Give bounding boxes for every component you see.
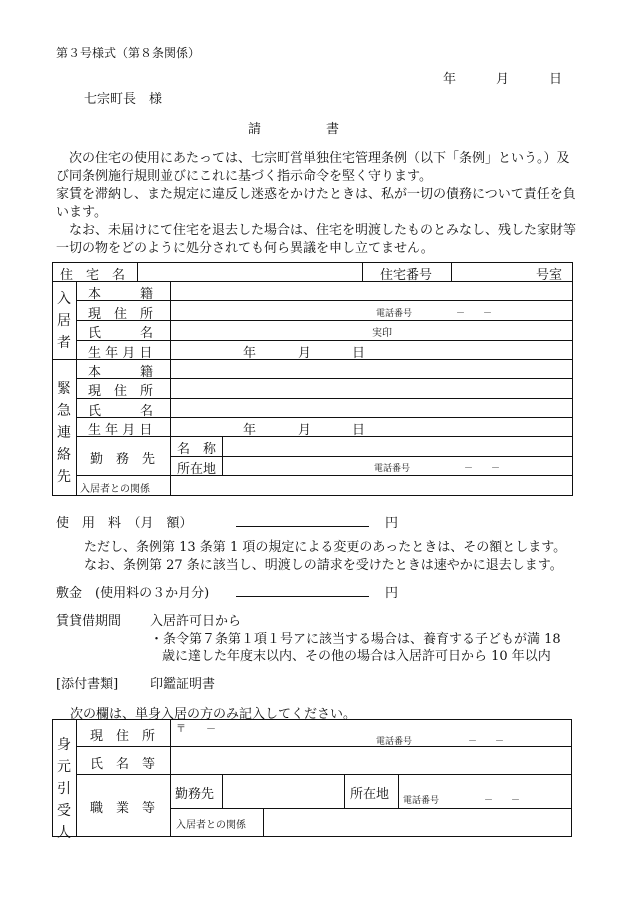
deposit-amount-line bbox=[236, 596, 369, 597]
rent-note-1: ただし、条例第 13 条第 1 項の規定による変更のあったときは、その額とします。 bbox=[84, 540, 567, 555]
resident-seal-label: 実印 bbox=[372, 328, 392, 339]
intro-paragraph-3: なお、未届けにて住宅を退去した場合は、住宅を明渡したものとみなし、残した家財等一切の物をどのように処分されても何ら異議を申し立てません。 bbox=[56, 223, 577, 256]
rent-note-2: なお、条例第 27 条に該当し、明渡しの請求を受けたときは速やかに退去します。 bbox=[84, 558, 563, 573]
intro-text bbox=[56, 150, 576, 258]
resident-group-label: 入居者 bbox=[57, 291, 71, 351]
deposit-unit: 円 bbox=[385, 586, 399, 601]
emergency-workplace-label: 勤 務 先 bbox=[90, 452, 156, 467]
lease-start: 入居許可日から bbox=[150, 614, 242, 629]
relation-label: 入居者との関係 bbox=[80, 484, 150, 495]
resident-phone-dash: － － bbox=[456, 309, 493, 319]
attachments-label: [添付書類] bbox=[56, 677, 119, 692]
attachments-value: 印鑑証明書 bbox=[150, 677, 216, 692]
date-day-label: 日 bbox=[549, 72, 563, 87]
resident-honseki-label: 本 籍 bbox=[88, 287, 154, 302]
emergency-birth-day: 日 bbox=[352, 423, 366, 438]
guarantor-group-label: 身元引受人 bbox=[57, 737, 71, 841]
resident-birth-day: 日 bbox=[352, 346, 366, 361]
resident-birth-year: 年 bbox=[243, 346, 257, 361]
emergency-address-label: 現 住 所 bbox=[88, 384, 154, 399]
intro-paragraph-2: 家賃を滞納し、また規定に違反し迷惑をかけたときは、私が一切の債務について責任を負います。 bbox=[56, 187, 576, 220]
deposit-label: 敷金 (使用料の３か月分) bbox=[56, 586, 210, 601]
guarantor-address-label: 現 住 所 bbox=[90, 729, 156, 744]
emergency-name-label: 氏 名 bbox=[88, 404, 154, 419]
resident-birth-month: 月 bbox=[298, 346, 312, 361]
workplace-name-label: 名 称 bbox=[177, 442, 217, 457]
lease-condition-1: ・条令第７条第１項１号アに該当する場合は、養育する子どもが満 18 bbox=[150, 632, 561, 647]
workplace-phone-label: 電話番号 bbox=[374, 464, 411, 474]
guarantor-phone-label: 電話番号 bbox=[376, 737, 413, 747]
form-number: 第３号様式（第８条関係） bbox=[56, 46, 201, 60]
rent-amount-line bbox=[236, 526, 369, 527]
resident-birthdate-label: 生 年 月 日 bbox=[88, 346, 153, 361]
emergency-birth-year: 年 bbox=[243, 423, 257, 438]
date-year-label: 年 bbox=[443, 72, 457, 87]
lease-label: 賃貸借期間 bbox=[56, 614, 122, 629]
rent-unit: 円 bbox=[385, 516, 399, 531]
date-month-label: 月 bbox=[496, 72, 510, 87]
emergency-group-label: 緊急連絡先 bbox=[57, 381, 71, 485]
workplace-address-label: 所在地 bbox=[177, 462, 217, 477]
guarantor-phone-dash: － － bbox=[468, 737, 505, 747]
lease-condition-2: 歳に達した年度末以内、その他の場合は入居許可日から 10 年以内 bbox=[162, 649, 551, 664]
guarantor-postal: 〒 － bbox=[176, 724, 216, 735]
rent-label: 使 用 料 （月 額） bbox=[56, 516, 193, 531]
workplace-phone-dash: － － bbox=[464, 464, 501, 474]
guarantor-occupation-label: 職 業 等 bbox=[90, 801, 156, 816]
guarantor-work-phone-label: 電話番号 bbox=[403, 796, 440, 806]
guarantor-location-label: 所在地 bbox=[350, 787, 390, 802]
housing-number-label: 住宅番号 bbox=[380, 268, 433, 283]
emergency-birth-month: 月 bbox=[298, 423, 312, 438]
page-title: 請 書 bbox=[248, 122, 340, 137]
resident-phone-label: 電話番号 bbox=[376, 309, 413, 319]
guarantor-instruction: 次の欄は、単身入居の方のみ記入してください。 bbox=[70, 707, 357, 722]
guarantor-relation-label: 入居者との関係 bbox=[176, 820, 246, 831]
emergency-honseki-label: 本 籍 bbox=[88, 365, 154, 380]
resident-name-label: 氏 名 bbox=[88, 326, 154, 341]
guarantor-workplace-label: 勤務先 bbox=[175, 787, 215, 802]
addressee: 七宗町長 様 bbox=[84, 92, 163, 107]
emergency-birthdate-label: 生 年 月 日 bbox=[88, 423, 153, 438]
guarantor-work-phone-dash: － － bbox=[484, 796, 521, 806]
guarantor-name-label: 氏 名 等 bbox=[90, 757, 156, 772]
intro-paragraph-1: 次の住宅の使用にあたっては、七宗町営単独住宅管理条例（以下「条例」という。）及び同条例施行規則並びにこれに基づく指示命令を堅く守ります。 bbox=[56, 151, 570, 184]
housing-name-label: 住 宅 名 bbox=[60, 268, 126, 283]
resident-address-label: 現 住 所 bbox=[88, 307, 154, 322]
room-label: 号室 bbox=[536, 268, 563, 283]
